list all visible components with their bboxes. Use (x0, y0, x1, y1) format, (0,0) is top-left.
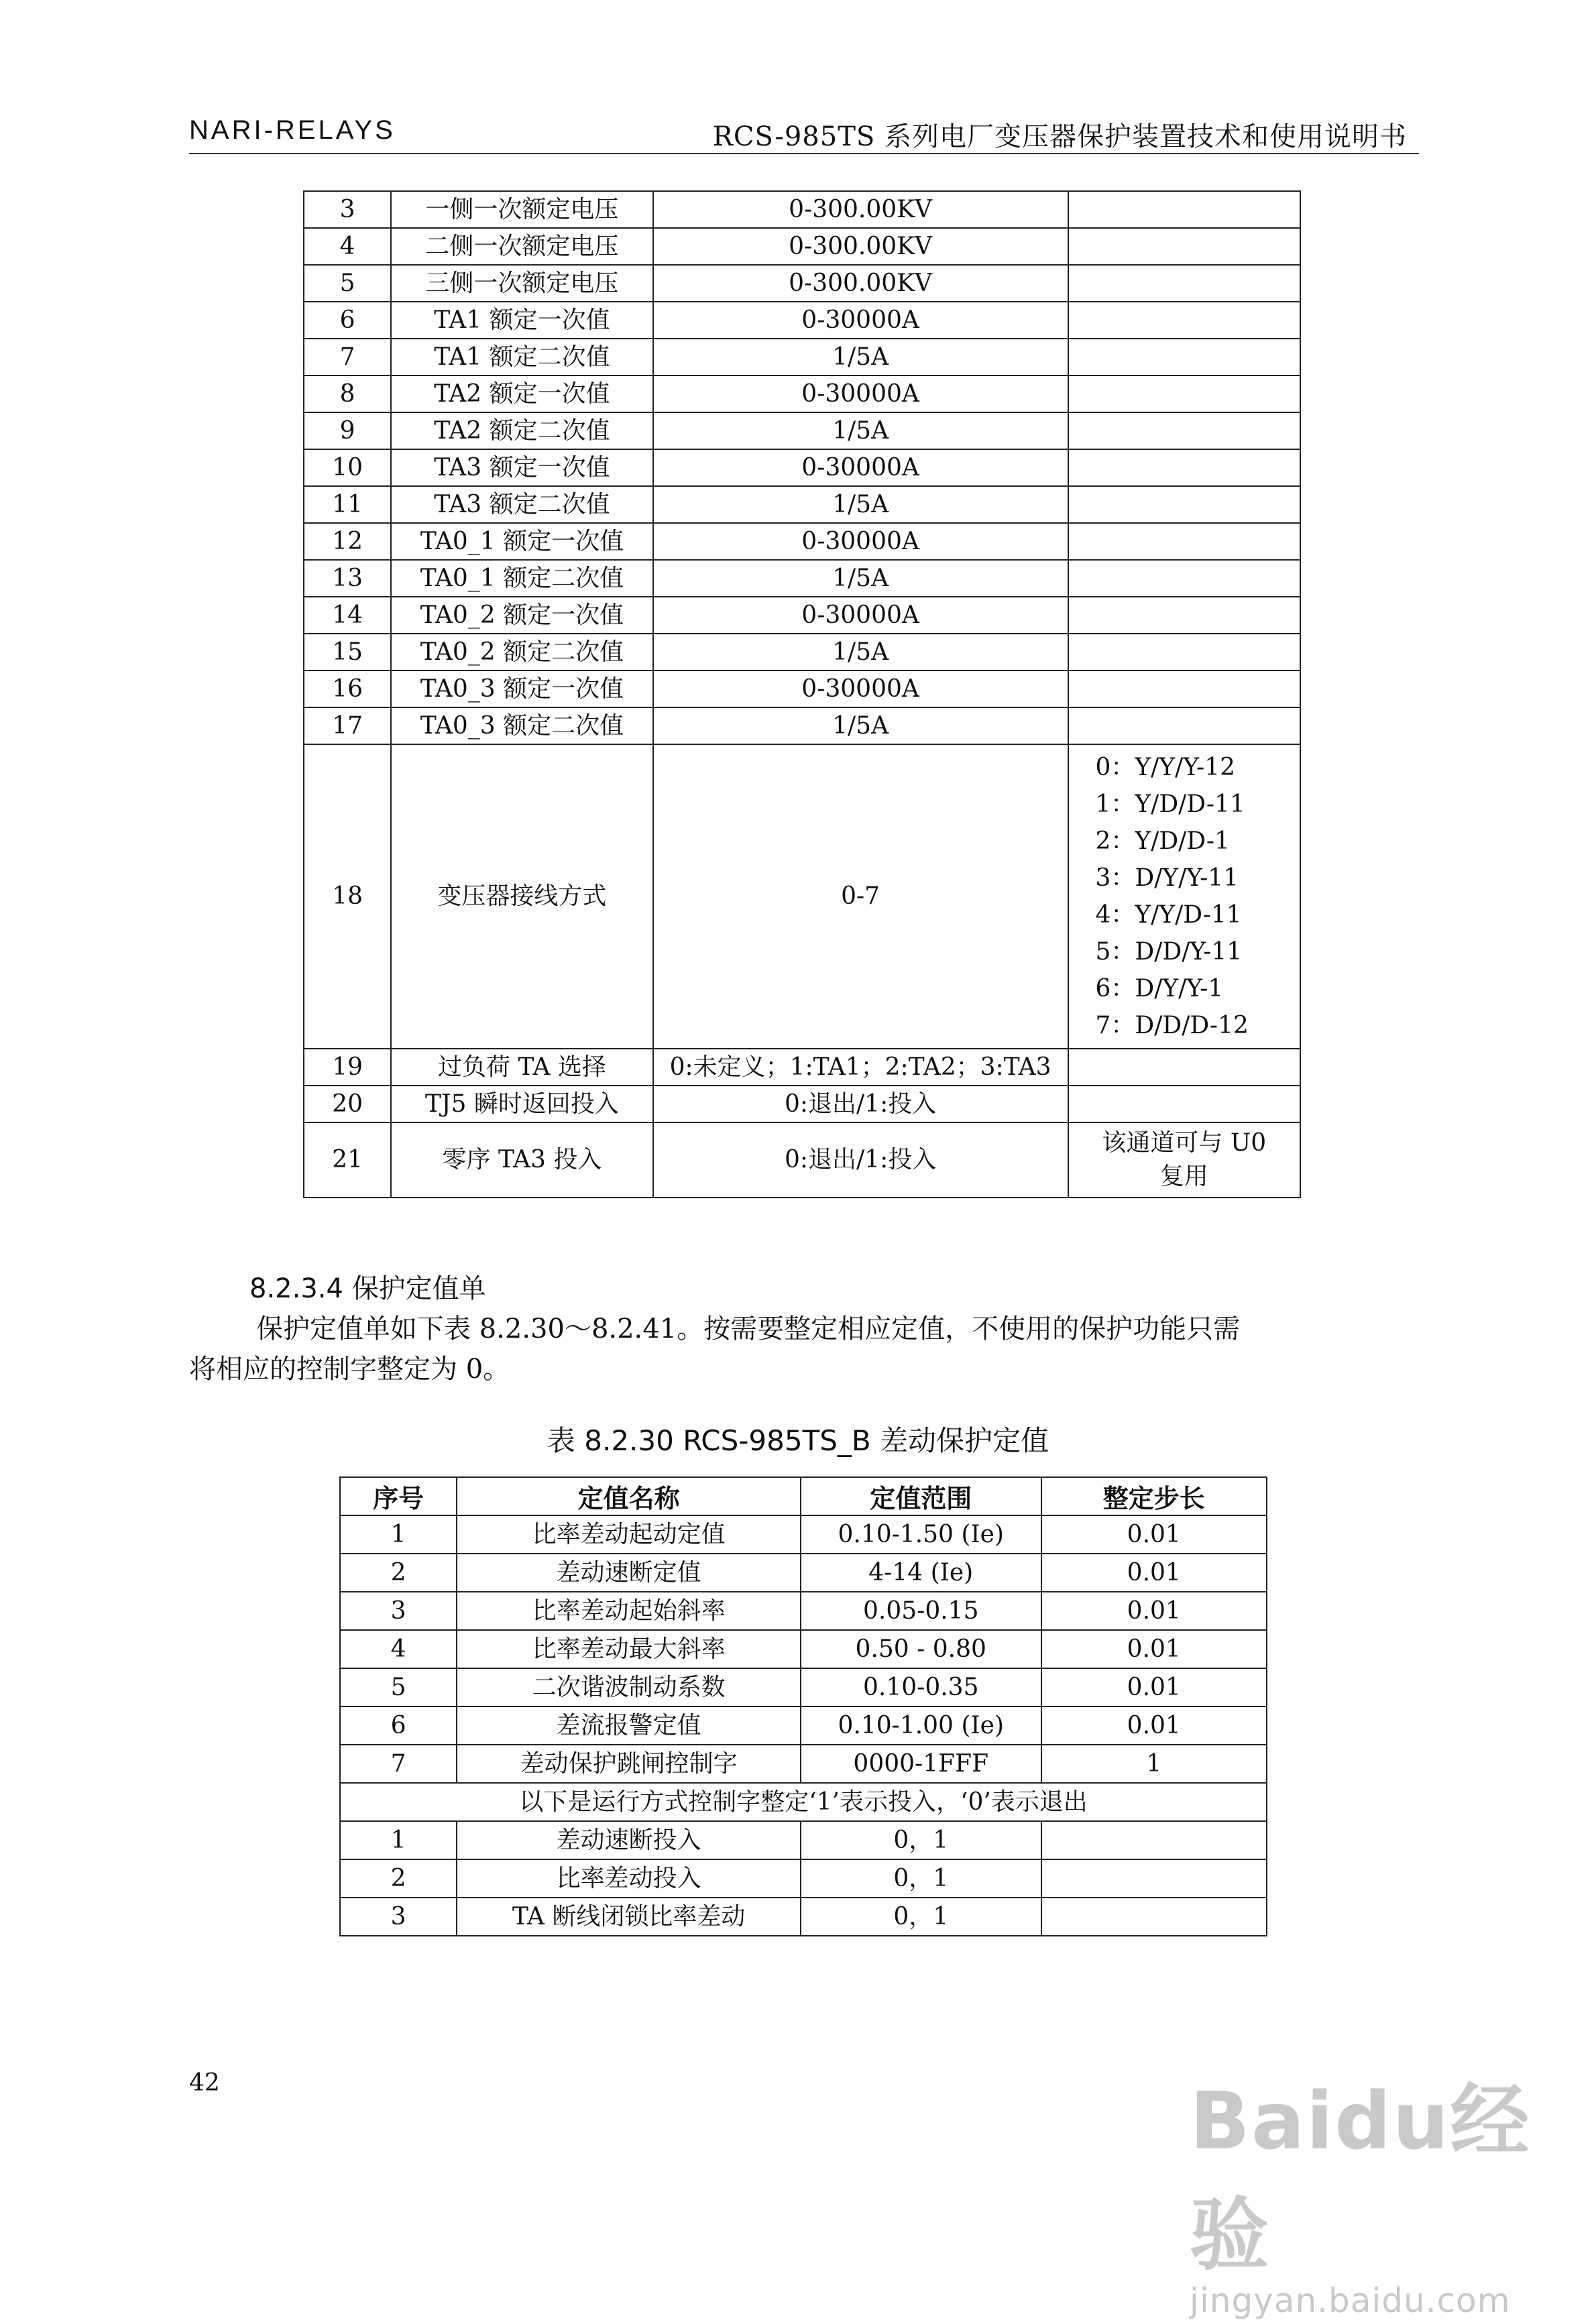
table-row (340, 1859, 1267, 1898)
note-line: 0：Y/Y/Y-12 (1095, 754, 1235, 781)
row-number: 10 (304, 449, 391, 486)
setting-name: TA0_1 额定一次值 (391, 523, 653, 560)
setting-name: TA0_3 额定二次值 (391, 707, 653, 744)
setting-step (1041, 1821, 1267, 1859)
setting-note (1068, 339, 1300, 375)
setting-name: TA 断线闭锁比率差动 (457, 1898, 801, 1936)
table-row (340, 1630, 1267, 1668)
header-brand: NARI-RELAYS (189, 115, 396, 145)
note-line: 3：D/Y/Y-11 (1095, 864, 1239, 892)
table-row (304, 302, 1300, 339)
row-number: 12 (304, 523, 391, 560)
setting-range: 0-7 (653, 744, 1068, 1049)
row-number: 21 (304, 1122, 391, 1198)
setting-range: 0.10-0.35 (801, 1668, 1041, 1706)
note-line: 复用 (1159, 1163, 1208, 1190)
setting-name: TA1 额定一次值 (391, 302, 653, 339)
setting-name: TA2 额定二次值 (391, 412, 653, 449)
paragraph-line: 保护定值单如下表 8.2.30～8.2.41。按需要整定相应定值，不使用的保护功能只需 (256, 1314, 1241, 1344)
setting-range: 0:退出/1:投入 (653, 1122, 1068, 1198)
setting-step (1041, 1898, 1267, 1936)
setting-note (1068, 1049, 1300, 1086)
setting-range: 1/5A (653, 560, 1068, 597)
row-number: 7 (340, 1745, 457, 1783)
table-row (304, 191, 1300, 228)
row-number: 20 (304, 1086, 391, 1122)
setting-step: 0.01 (1041, 1630, 1267, 1668)
setting-range: 1/5A (653, 339, 1068, 375)
table-row (304, 597, 1300, 634)
setting-range: 0-300.00KV (653, 228, 1068, 265)
note-line: 1：Y/D/D-11 (1095, 791, 1245, 818)
row-number: 7 (304, 339, 391, 375)
setting-range: 1/5A (653, 486, 1068, 523)
row-number: 13 (304, 560, 391, 597)
table-row (340, 1745, 1267, 1783)
setting-range: 1/5A (653, 707, 1068, 744)
wiring-mode-notes (1068, 744, 1300, 1049)
row-number: 3 (340, 1898, 457, 1936)
setting-step: 0.01 (1041, 1668, 1267, 1706)
row-number: 4 (340, 1630, 457, 1668)
setting-range: 0.10-1.00 (Ie) (801, 1706, 1041, 1745)
row-number: 6 (304, 302, 391, 339)
row-number: 19 (304, 1049, 391, 1086)
setting-note (1068, 634, 1300, 671)
column-header: 整定步长 (1041, 1477, 1267, 1515)
body-paragraph (189, 1309, 1419, 1389)
row-number: 14 (304, 597, 391, 634)
setting-range: 0，1 (801, 1898, 1041, 1936)
setting-note (1068, 375, 1300, 412)
table-row (304, 339, 1300, 375)
setting-name: 三侧一次额定电压 (391, 265, 653, 302)
setting-range: 4-14 (Ie) (801, 1554, 1041, 1592)
row-number: 17 (304, 707, 391, 744)
table-row (304, 560, 1300, 597)
setting-name: 零序 TA3 投入 (391, 1122, 653, 1198)
setting-name: TA3 额定二次值 (391, 486, 653, 523)
row-number: 4 (304, 228, 391, 265)
setting-note (1068, 707, 1300, 744)
setting-step: 0.01 (1041, 1554, 1267, 1592)
table-row (340, 1898, 1267, 1936)
setting-range: 0-300.00KV (653, 265, 1068, 302)
row-number: 16 (304, 671, 391, 707)
paragraph-line: 将相应的控制字整定为 0。 (189, 1354, 510, 1385)
setting-name: 二次谐波制动系数 (457, 1668, 801, 1706)
note-line: 6：D/Y/Y-1 (1095, 975, 1224, 1002)
note-line: 7：D/D/D-12 (1095, 1012, 1249, 1039)
note-line: 4：Y/Y/D-11 (1095, 901, 1242, 929)
table-header-row (340, 1477, 1267, 1515)
table-row (340, 1515, 1267, 1554)
setting-note (1068, 228, 1300, 265)
setting-note (1068, 486, 1300, 523)
setting-range: 1/5A (653, 412, 1068, 449)
setting-name: 过负荷 TA 选择 (391, 1049, 653, 1086)
column-header: 定值范围 (801, 1477, 1041, 1515)
setting-range: 0.50 - 0.80 (801, 1630, 1041, 1668)
setting-note (1068, 265, 1300, 302)
note-line: 该通道可与 U0 (1102, 1129, 1267, 1157)
setting-note (1068, 449, 1300, 486)
table-row (340, 1592, 1267, 1630)
setting-range: 0:退出/1:投入 (653, 1086, 1068, 1122)
setting-note (1068, 523, 1300, 560)
setting-note (1068, 560, 1300, 597)
setting-note (1068, 412, 1300, 449)
setting-name: 变压器接线方式 (391, 744, 653, 1049)
setting-name: 一侧一次额定电压 (391, 191, 653, 228)
row-number: 18 (304, 744, 391, 1049)
row-number: 5 (304, 265, 391, 302)
table-row (340, 1554, 1267, 1592)
setting-note (1068, 302, 1300, 339)
watermark-logo: Baidu经验 (1190, 2075, 1531, 2281)
table-row (304, 265, 1300, 302)
setting-range: 0.05-0.15 (801, 1592, 1041, 1630)
row-number: 1 (340, 1515, 457, 1554)
setting-step: 0.01 (1041, 1706, 1267, 1745)
setting-note (1068, 597, 1300, 634)
setting-note (1068, 1086, 1300, 1122)
row-number: 3 (304, 191, 391, 228)
differential-settings-table (339, 1476, 1267, 1936)
setting-range: 0:未定义；1:TA1；2:TA2；3:TA3 (653, 1049, 1068, 1086)
table-row (304, 634, 1300, 671)
table-row (304, 486, 1300, 523)
page-number: 42 (189, 2069, 220, 2097)
row-number: 9 (304, 412, 391, 449)
setting-step: 1 (1041, 1745, 1267, 1783)
table-row (304, 449, 1300, 486)
table-row (304, 707, 1300, 744)
setting-name: 差流报警定值 (457, 1706, 801, 1745)
table-row (304, 1122, 1300, 1198)
table-row (304, 228, 1300, 265)
column-header: 序号 (340, 1477, 457, 1515)
table-row (304, 744, 1300, 1049)
table-row (304, 412, 1300, 449)
table-row (340, 1821, 1267, 1859)
table-caption: 表 8.2.30 RCS-985TS_B 差动保护定值 (547, 1424, 1049, 1457)
section-heading: 8.2.3.4 保护定值单 (249, 1273, 486, 1304)
header-divider (189, 153, 1419, 154)
setting-step: 0.01 (1041, 1515, 1267, 1554)
row-number: 2 (340, 1554, 457, 1592)
table-row (304, 671, 1300, 707)
table-row (304, 1049, 1300, 1086)
row-number: 6 (340, 1706, 457, 1745)
setting-name: 比率差动起动定值 (457, 1515, 801, 1554)
setting-name: TA0_1 额定二次值 (391, 560, 653, 597)
table-row (304, 375, 1300, 412)
row-number: 8 (304, 375, 391, 412)
setting-range: 0-30000A (653, 671, 1068, 707)
setting-note (1068, 1122, 1300, 1198)
setting-name: 比率差动投入 (457, 1859, 801, 1898)
table-row (340, 1668, 1267, 1706)
setting-name: TJ5 瞬时返回投入 (391, 1086, 653, 1122)
settings-table-continued (303, 190, 1301, 1198)
setting-name: TA2 额定一次值 (391, 375, 653, 412)
row-number: 15 (304, 634, 391, 671)
setting-range: 0-30000A (653, 523, 1068, 560)
setting-name: 比率差动最大斜率 (457, 1630, 801, 1668)
setting-range: 0-30000A (653, 375, 1068, 412)
table-row (304, 523, 1300, 560)
setting-range: 0-300.00KV (653, 191, 1068, 228)
table-span-row (340, 1783, 1267, 1821)
watermark (1190, 2057, 1538, 2320)
mode-control-note: 以下是运行方式控制字整定‘1’表示投入，‘0’表示退出 (340, 1783, 1267, 1821)
row-number: 1 (340, 1821, 457, 1859)
setting-range: 0，1 (801, 1859, 1041, 1898)
setting-range: 0000-1FFF (801, 1745, 1041, 1783)
setting-step (1041, 1859, 1267, 1898)
setting-name: TA0_2 额定一次值 (391, 597, 653, 634)
setting-name: 二侧一次额定电压 (391, 228, 653, 265)
setting-range: 0-30000A (653, 597, 1068, 634)
setting-name: TA1 额定二次值 (391, 339, 653, 375)
setting-range: 0-30000A (653, 302, 1068, 339)
row-number: 2 (340, 1859, 457, 1898)
setting-name: TA0_3 额定一次值 (391, 671, 653, 707)
table-row (304, 1086, 1300, 1122)
setting-note (1068, 191, 1300, 228)
table-row (340, 1706, 1267, 1745)
header-title: RCS-985TS 系列电厂变压器保护装置技术和使用说明书 (712, 121, 1407, 152)
setting-name: TA0_2 额定二次值 (391, 634, 653, 671)
row-number: 5 (340, 1668, 457, 1706)
setting-range: 1/5A (653, 634, 1068, 671)
setting-name: 差动速断投入 (457, 1821, 801, 1859)
watermark-url: jingyan.baidu.com (1190, 2281, 1511, 2320)
setting-name: 比率差动起始斜率 (457, 1592, 801, 1630)
setting-step: 0.01 (1041, 1592, 1267, 1630)
setting-range: 0-30000A (653, 449, 1068, 486)
setting-name: 差动速断定值 (457, 1554, 801, 1592)
row-number: 3 (340, 1592, 457, 1630)
setting-name: TA3 额定一次值 (391, 449, 653, 486)
setting-range: 0.10-1.50 (Ie) (801, 1515, 1041, 1554)
setting-note (1068, 671, 1300, 707)
column-header: 定值名称 (457, 1477, 801, 1515)
setting-name: 差动保护跳闸控制字 (457, 1745, 801, 1783)
setting-range: 0，1 (801, 1821, 1041, 1859)
note-line: 2：Y/D/D-1 (1095, 827, 1230, 855)
note-line: 5：D/D/Y-11 (1095, 938, 1243, 966)
row-number: 11 (304, 486, 391, 523)
